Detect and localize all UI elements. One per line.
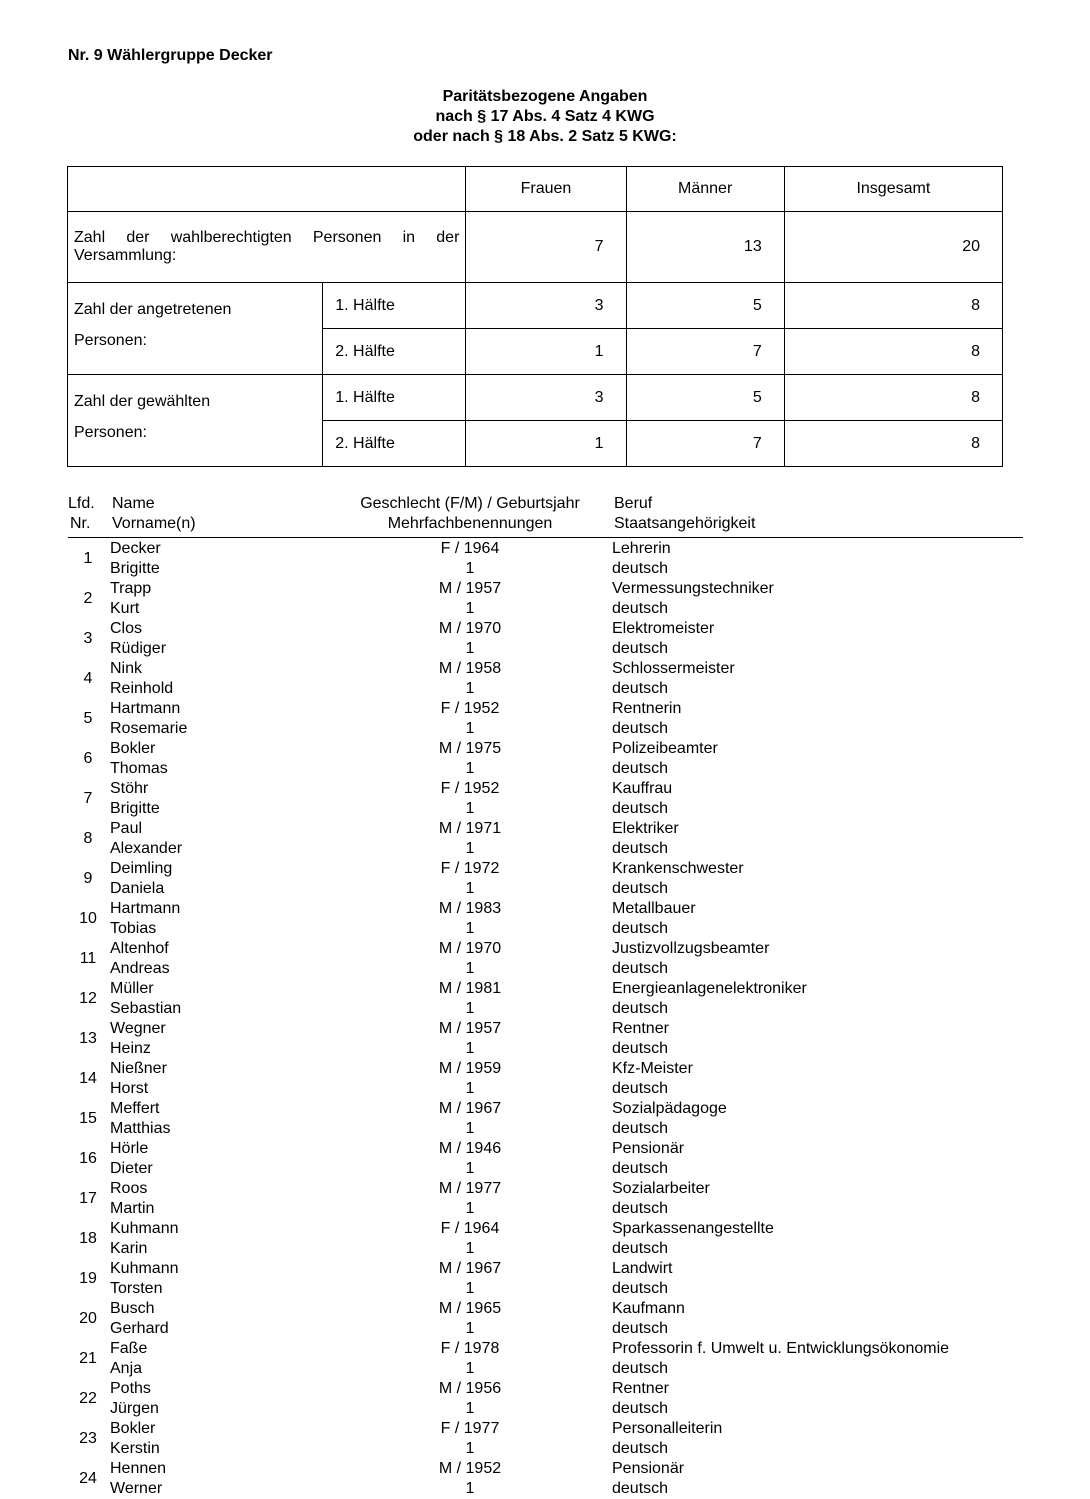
candidate-last-name: Clos <box>110 620 143 637</box>
wahlberechtigt-maenner: 13 <box>626 212 784 283</box>
candidate-occupation: Sozialpädagoge <box>612 1100 727 1117</box>
candidate-occupation: Lehrerin <box>612 540 671 557</box>
candidate-gender-birthyear: F / 1972 <box>440 860 500 877</box>
candidate-gender-birthyear: M / 1970 <box>438 940 502 957</box>
candidate-first-name: Martin <box>110 1200 155 1217</box>
candidate-gender-birthyear: M / 1952 <box>438 1460 502 1477</box>
candidate-row <box>0 939 1090 979</box>
wahlberechtigt-insgesamt: 20 <box>784 212 1002 283</box>
candidate-number: 17 <box>79 1190 97 1207</box>
candidate-occupation: Schlossermeister <box>612 660 735 677</box>
candidate-first-name: Karin <box>110 1240 148 1257</box>
angetreten-label-line-1: Zahl der angetretenen <box>74 301 232 318</box>
candidate-nationality: deutsch <box>612 840 669 857</box>
candidate-multiple-nominations: 1 <box>465 680 475 697</box>
candidate-row <box>0 1299 1090 1339</box>
candidate-row <box>0 539 1090 579</box>
candidate-first-name: Thomas <box>110 760 168 777</box>
candidate-number: 8 <box>83 830 93 847</box>
candidate-occupation: Krankenschwester <box>612 860 744 877</box>
candidate-last-name: Hennen <box>110 1460 167 1477</box>
candidate-gender-birthyear: M / 1965 <box>438 1300 502 1317</box>
candidate-occupation: Sparkassenangestellte <box>612 1220 774 1237</box>
candidate-last-name: Nießner <box>110 1060 167 1077</box>
candidate-first-name: Jürgen <box>110 1400 159 1417</box>
candidate-first-name: Alexander <box>110 840 183 857</box>
candidate-number: 18 <box>79 1230 97 1247</box>
candidate-number: 19 <box>79 1270 97 1287</box>
candidate-number: 6 <box>83 750 93 767</box>
candidate-first-name: Andreas <box>110 960 170 977</box>
candidate-nationality: deutsch <box>612 1280 669 1297</box>
angetreten-half1-insgesamt: 8 <box>784 283 1002 329</box>
candidate-gender-birthyear: F / 1977 <box>440 1420 500 1437</box>
candidate-first-name: Torsten <box>110 1280 163 1297</box>
candidate-number: 20 <box>79 1310 97 1327</box>
gewaehlt-label-line-2: Personen: <box>74 424 147 441</box>
candidate-number: 22 <box>79 1390 97 1407</box>
gewaehlt-half2-insgesamt: 8 <box>784 421 1002 467</box>
candidate-occupation: Elektromeister <box>612 620 715 637</box>
candidate-row <box>0 1179 1090 1219</box>
candidate-number: 11 <box>79 950 97 967</box>
candidate-multiple-nominations: 1 <box>465 1440 475 1457</box>
candidate-multiple-nominations: 1 <box>465 840 475 857</box>
candidate-nationality: deutsch <box>612 1080 669 1097</box>
candidate-last-name: Kuhmann <box>110 1220 179 1237</box>
candidate-nationality: deutsch <box>612 1000 669 1017</box>
candidate-number: 10 <box>79 910 97 927</box>
candidate-first-name: Reinhold <box>110 680 174 697</box>
candidate-nationality: deutsch <box>612 1360 669 1377</box>
angetreten-half2-label: 2. Hälfte <box>323 329 466 375</box>
candidate-multiple-nominations: 1 <box>465 1160 475 1177</box>
header-divider <box>68 537 1023 538</box>
parity-summary-table <box>67 166 1003 467</box>
candidate-multiple-nominations: 1 <box>465 1240 475 1257</box>
candidate-multiple-nominations: 1 <box>465 640 475 657</box>
candidate-occupation: Personalleiterin <box>612 1420 723 1437</box>
candidate-multiple-nominations: 1 <box>465 720 475 737</box>
candidate-multiple-nominations: 1 <box>465 800 475 817</box>
candidate-occupation: Sozialarbeiter <box>612 1180 710 1197</box>
candidate-last-name: Stöhr <box>110 780 149 797</box>
candidate-gender-birthyear: M / 1957 <box>438 1020 502 1037</box>
title-line-2: nach § 17 Abs. 4 Satz 4 KWG <box>435 108 655 125</box>
candidate-number: 3 <box>83 630 93 647</box>
candidate-gender-birthyear: M / 1967 <box>438 1100 502 1117</box>
angetreten-label <box>68 283 323 375</box>
candidate-gender-birthyear: M / 1958 <box>438 660 502 677</box>
candidate-row <box>0 1139 1090 1179</box>
candidate-multiple-nominations: 1 <box>465 1080 475 1097</box>
title-line-1: Paritätsbezogene Angaben <box>442 88 648 105</box>
candidate-occupation: Elektriker <box>612 820 679 837</box>
candidate-occupation: Kauffrau <box>612 780 673 797</box>
candidate-gender-birthyear: F / 1952 <box>440 780 500 797</box>
header-mehrfach: Mehrfachbenennungen <box>387 515 553 532</box>
document-heading: Nr. 9 Wählergruppe Decker <box>68 47 273 64</box>
candidate-first-name: Brigitte <box>110 560 160 577</box>
candidate-nationality: deutsch <box>612 1480 669 1497</box>
candidate-gender-birthyear: F / 1964 <box>440 540 500 557</box>
candidate-row <box>0 1259 1090 1299</box>
candidate-number: 4 <box>83 670 93 687</box>
gewaehlt-half1-frauen: 3 <box>466 375 626 421</box>
candidate-multiple-nominations: 1 <box>465 1120 475 1137</box>
candidate-row <box>0 579 1090 619</box>
candidate-nationality: deutsch <box>612 920 669 937</box>
candidate-last-name: Hartmann <box>110 700 181 717</box>
candidate-first-name: Kerstin <box>110 1440 160 1457</box>
candidate-last-name: Nink <box>110 660 143 677</box>
candidate-last-name: Müller <box>110 980 154 997</box>
candidate-row <box>0 1099 1090 1139</box>
candidate-nationality: deutsch <box>612 600 669 617</box>
candidate-nationality: deutsch <box>612 560 669 577</box>
candidate-first-name: Matthias <box>110 1120 171 1137</box>
angetreten-half2-insgesamt: 8 <box>784 329 1002 375</box>
candidate-gender-birthyear: F / 1978 <box>440 1340 500 1357</box>
title-line-3: oder nach § 18 Abs. 2 Satz 5 KWG: <box>413 128 677 145</box>
angetreten-half1-frauen: 3 <box>466 283 626 329</box>
candidate-gender-birthyear: M / 1981 <box>438 980 502 997</box>
angetreten-half2-maenner: 7 <box>626 329 784 375</box>
candidate-gender-birthyear: M / 1959 <box>438 1060 502 1077</box>
candidate-first-name: Horst <box>110 1080 149 1097</box>
candidate-nationality: deutsch <box>612 1400 669 1417</box>
candidate-multiple-nominations: 1 <box>465 760 475 777</box>
candidate-multiple-nominations: 1 <box>465 1040 475 1057</box>
header-lfd: Lfd. <box>68 495 95 512</box>
candidate-number: 9 <box>83 870 93 887</box>
candidate-last-name: Faße <box>110 1340 148 1357</box>
candidate-last-name: Altenhof <box>110 940 169 957</box>
candidate-gender-birthyear: M / 1977 <box>438 1180 502 1197</box>
candidate-gender-birthyear: M / 1956 <box>438 1380 502 1397</box>
candidate-row <box>0 1339 1090 1379</box>
candidate-first-name: Tobias <box>110 920 157 937</box>
angetreten-label-line-2: Personen: <box>74 332 147 349</box>
candidate-row <box>0 659 1090 699</box>
gewaehlt-half1-label: 1. Hälfte <box>323 375 466 421</box>
candidate-first-name: Brigitte <box>110 800 160 817</box>
candidate-nationality: deutsch <box>612 1240 669 1257</box>
candidate-last-name: Bokler <box>110 1420 156 1437</box>
candidate-last-name: Meffert <box>110 1100 160 1117</box>
candidate-multiple-nominations: 1 <box>465 880 475 897</box>
candidate-multiple-nominations: 1 <box>465 1200 475 1217</box>
candidate-list <box>0 539 1090 1499</box>
candidate-first-name: Werner <box>110 1480 163 1497</box>
candidate-number: 12 <box>79 990 97 1007</box>
gewaehlt-half1-insgesamt: 8 <box>784 375 1002 421</box>
summary-row-angetreten-1 <box>68 283 1003 329</box>
candidate-multiple-nominations: 1 <box>465 920 475 937</box>
candidate-gender-birthyear: M / 1957 <box>438 580 502 597</box>
header-geschlecht: Geschlecht (F/M) / Geburtsjahr <box>360 495 580 512</box>
candidate-row <box>0 1379 1090 1419</box>
candidate-number: 21 <box>79 1350 97 1367</box>
summary-row-gewaehlt-1 <box>68 375 1003 421</box>
candidate-gender-birthyear: M / 1975 <box>438 740 502 757</box>
candidate-row <box>0 899 1090 939</box>
candidate-nationality: deutsch <box>612 960 669 977</box>
candidate-first-name: Gerhard <box>110 1320 169 1337</box>
gewaehlt-half2-maenner: 7 <box>626 421 784 467</box>
col-header-maenner: Männer <box>626 167 784 212</box>
col-header-insgesamt: Insgesamt <box>784 167 1002 212</box>
candidate-occupation: Rentner <box>612 1380 669 1397</box>
candidate-number: 7 <box>83 790 93 807</box>
candidate-occupation: Energieanlagenelektroniker <box>612 980 807 997</box>
candidate-first-name: Rosemarie <box>110 720 188 737</box>
candidate-occupation: Justizvollzugsbeamter <box>612 940 770 957</box>
candidate-number: 15 <box>79 1110 97 1127</box>
candidate-multiple-nominations: 1 <box>465 1320 475 1337</box>
candidate-occupation: Kfz-Meister <box>612 1060 693 1077</box>
candidate-row <box>0 1219 1090 1259</box>
candidate-row <box>0 699 1090 739</box>
candidate-row <box>0 859 1090 899</box>
candidate-nationality: deutsch <box>612 800 669 817</box>
header-vorname: Vorname(n) <box>112 515 196 532</box>
candidate-number: 2 <box>83 590 93 607</box>
candidate-multiple-nominations: 1 <box>465 600 475 617</box>
candidate-last-name: Wegner <box>110 1020 166 1037</box>
wahlberechtigt-frauen: 7 <box>466 212 626 283</box>
candidate-occupation: Metallbauer <box>612 900 696 917</box>
summary-header-row <box>68 167 1003 212</box>
candidate-last-name: Trapp <box>110 580 152 597</box>
candidate-last-name: Hörle <box>110 1140 149 1157</box>
col-header-frauen: Frauen <box>466 167 626 212</box>
candidate-number: 13 <box>79 1030 97 1047</box>
candidate-multiple-nominations: 1 <box>465 1480 475 1497</box>
candidate-occupation: Rentnerin <box>612 700 682 717</box>
candidate-row <box>0 739 1090 779</box>
wahlberechtigt-label: Zahl der wahlberechtigten Personen in der Versammlung: <box>68 212 466 283</box>
candidate-gender-birthyear: M / 1967 <box>438 1260 502 1277</box>
candidate-row <box>0 1059 1090 1099</box>
angetreten-half2-frauen: 1 <box>466 329 626 375</box>
candidate-multiple-nominations: 1 <box>465 960 475 977</box>
candidate-occupation: Landwirt <box>612 1260 673 1277</box>
gewaehlt-half2-label: 2. Hälfte <box>323 421 466 467</box>
candidate-first-name: Kurt <box>110 600 140 617</box>
candidate-gender-birthyear: M / 1983 <box>438 900 502 917</box>
candidate-last-name: Roos <box>110 1180 148 1197</box>
candidate-multiple-nominations: 1 <box>465 1000 475 1017</box>
candidate-nationality: deutsch <box>612 680 669 697</box>
candidate-number: 16 <box>79 1150 97 1167</box>
candidate-last-name: Bokler <box>110 740 156 757</box>
candidate-nationality: deutsch <box>612 760 669 777</box>
candidate-first-name: Sebastian <box>110 1000 182 1017</box>
summary-row-wahlberechtigt <box>68 212 1003 283</box>
candidate-occupation: Polizeibeamter <box>612 740 718 757</box>
candidate-number: 24 <box>79 1470 97 1487</box>
candidate-number: 23 <box>79 1430 97 1447</box>
candidate-occupation: Rentner <box>612 1020 669 1037</box>
candidate-nationality: deutsch <box>612 1160 669 1177</box>
gewaehlt-half1-maenner: 5 <box>626 375 784 421</box>
candidate-last-name: Decker <box>110 540 161 557</box>
angetreten-half1-label: 1. Hälfte <box>323 283 466 329</box>
candidate-last-name: Busch <box>110 1300 155 1317</box>
candidate-multiple-nominations: 1 <box>465 560 475 577</box>
gewaehlt-half2-frauen: 1 <box>466 421 626 467</box>
candidate-occupation: Vermessungstechniker <box>612 580 774 597</box>
candidate-nationality: deutsch <box>612 1200 669 1217</box>
candidate-row <box>0 1019 1090 1059</box>
candidate-first-name: Anja <box>110 1360 143 1377</box>
candidate-multiple-nominations: 1 <box>465 1400 475 1417</box>
header-nr: Nr. <box>70 515 91 532</box>
candidate-number: 5 <box>83 710 93 727</box>
candidate-gender-birthyear: F / 1964 <box>440 1220 500 1237</box>
candidate-row <box>0 619 1090 659</box>
candidate-first-name: Dieter <box>110 1160 153 1177</box>
candidate-occupation: Kaufmann <box>612 1300 685 1317</box>
candidate-first-name: Daniela <box>110 880 165 897</box>
candidate-occupation: Pensionär <box>612 1140 685 1157</box>
candidate-nationality: deutsch <box>612 1440 669 1457</box>
candidate-nationality: deutsch <box>612 1120 669 1137</box>
candidate-occupation: Professorin f. Umwelt u. Entwicklungsökonomie <box>612 1340 950 1357</box>
candidate-last-name: Poths <box>110 1380 151 1397</box>
candidate-multiple-nominations: 1 <box>465 1360 475 1377</box>
candidate-number: 14 <box>79 1070 97 1087</box>
candidate-gender-birthyear: M / 1970 <box>438 620 502 637</box>
candidate-row <box>0 1459 1090 1499</box>
candidate-last-name: Kuhmann <box>110 1260 179 1277</box>
candidate-last-name: Paul <box>110 820 143 837</box>
candidate-gender-birthyear: F / 1952 <box>440 700 500 717</box>
header-name: Name <box>112 495 155 512</box>
summary-header-empty <box>68 167 466 212</box>
candidate-last-name: Hartmann <box>110 900 181 917</box>
candidate-row <box>0 819 1090 859</box>
candidate-row <box>0 979 1090 1019</box>
candidate-first-name: Rüdiger <box>110 640 167 657</box>
candidate-last-name: Deimling <box>110 860 173 877</box>
candidate-nationality: deutsch <box>612 1320 669 1337</box>
header-staat: Staatsangehörigkeit <box>614 515 756 532</box>
candidate-nationality: deutsch <box>612 640 669 657</box>
angetreten-half1-maenner: 5 <box>626 283 784 329</box>
candidate-multiple-nominations: 1 <box>465 1280 475 1297</box>
gewaehlt-label-line-1: Zahl der gewählten <box>74 393 211 410</box>
candidate-occupation: Pensionär <box>612 1460 685 1477</box>
candidate-nationality: deutsch <box>612 1040 669 1057</box>
candidate-number: 1 <box>83 550 93 567</box>
candidate-first-name: Heinz <box>110 1040 151 1057</box>
candidate-row <box>0 779 1090 819</box>
header-beruf: Beruf <box>614 495 653 512</box>
candidate-gender-birthyear: M / 1946 <box>438 1140 502 1157</box>
candidate-gender-birthyear: M / 1971 <box>438 820 502 837</box>
candidate-nationality: deutsch <box>612 880 669 897</box>
candidate-nationality: deutsch <box>612 720 669 737</box>
gewaehlt-label <box>68 375 323 467</box>
candidate-row <box>0 1419 1090 1459</box>
